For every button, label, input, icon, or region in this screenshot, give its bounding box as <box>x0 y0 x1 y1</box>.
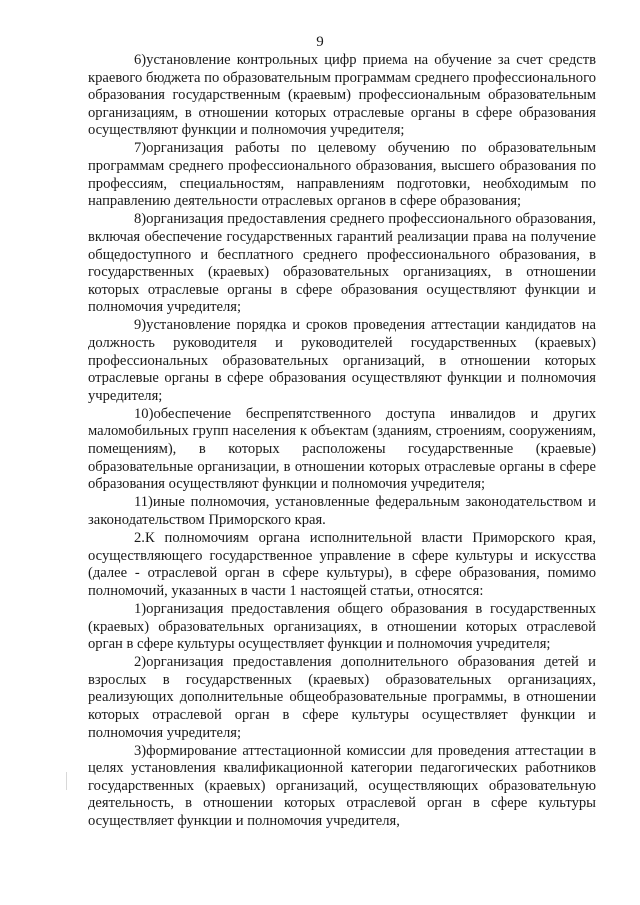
scan-margin-mark <box>66 772 67 790</box>
paragraph-8: 8)организация предоставления среднего профессионального образования, включая обеспечение государственных гарантий реализации права на получение общедоступного и бесплатного среднего профессионального образования, в государственных (краевых) образовательных организациях, в отношении которых отраслевые органы в сфере образования осуществляют функции и полномочия учредителя; <box>88 211 596 316</box>
paragraph-part-2: 2.К полномочиям органа исполнительной власти Приморского края, осуществляющего государственное управление в сфере культуры и искусства (далее - отраслевой орган в сфере культуры), в сфере образования, помимо полномочий, указанных в части 1 настоящей статьи, относятся: <box>88 530 596 599</box>
paragraph-10: 10)обеспечение беспрепятственного доступа инвалидов и других маломобильных групп населения к объектам (зданиям, строениям, сооружениям, помещениям), в которых расположены государственные (краевые) образовательные организации, в отношении которых отраслевые органы в сфере образования осуществляют функции и полномочия учредителя; <box>88 405 596 493</box>
paragraph-part-2-item-3: 3)формирование аттестационной комиссии для проведения аттестации в целях установления квалификационной категории педагогических работников государственных (краевых) организаций, осуществляющих образовательную деятельность, в отношении которых отраслевой орган в сфере культуры осуществляет функции и полномочия учредителя, <box>88 742 596 830</box>
paragraph-part-2-item-1: 1)организация предоставления общего образования в государственных (краевых) образовательных организациях, в отношении которых отраслевой орган в сфере культуры осуществляет функции и полномочия учредителя; <box>88 600 596 653</box>
page-number: 9 <box>316 34 324 50</box>
document-body <box>88 52 596 831</box>
paragraph-9: 9)установление порядка и сроков проведения аттестации кандидатов на должность руководителя и руководителей государственных (краевых) профессиональных образовательных организаций, в отношении которых отраслевые органы в сфере образования осуществляют функции и полномочия учредителя; <box>88 317 596 404</box>
paragraph-6: 6)установление контрольных цифр приема на обучение за счет средств краевого бюджета по образовательным программам среднего профессионального образования государственным (краевым) профессиональным образовательным организациям, в отношении которых отраслевые органы в сфере образования осуществляют функции и полномочия учредителя; <box>88 52 596 139</box>
paragraph-11: 11)иные полномочия, установленные федеральным законодательством и законодательством Приморского края. <box>88 494 596 528</box>
paragraph-part-2-item-2: 2)организация предоставления дополнительного образования детей и взрослых в государственных (краевых) образовательных организациях, реализующих дополнительные общеобразовательные программы, в отношении которых отраслевой орган в сфере культуры осуществляет функции и полномочия учредителя; <box>88 654 596 741</box>
paragraph-7: 7)организация работы по целевому обучению по образовательным программам среднего профессионального образования, высшего образования по профессиям, специальностям, направлениям подготовки, необходимым по направлению деятельности отраслевых органов в сфере образования; <box>88 140 596 210</box>
